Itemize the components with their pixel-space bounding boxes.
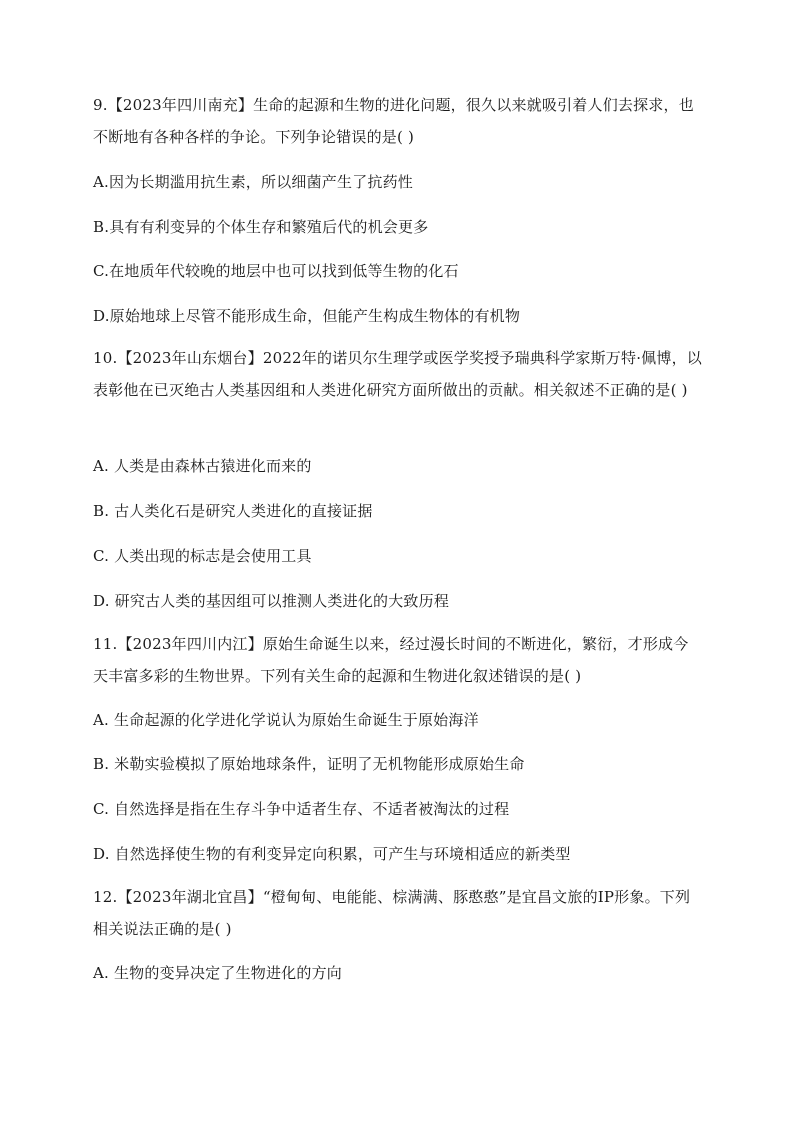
question-12-stem: 12.【2023年湖北宜昌】“橙甸甸、电能能、棕满满、豚憨憨”是宜昌文旅的IP形象。下列相关说法正确的是( ) — [93, 888, 691, 938]
question-10-option-b: B. 古人类化石是研究人类进化的直接证据 — [93, 502, 373, 520]
question-11-option-b: B. 米勒实验模拟了原始地球条件，证明了无机物能形成原始生命 — [93, 755, 525, 773]
question-11-option-c: C. 自然选择是指在生存斗争中适者生存、不适者被淘汰的过程 — [93, 800, 510, 818]
question-10-option-c: C. 人类出现的标志是会使用工具 — [93, 547, 312, 565]
question-9-option-c: C.在地质年代较晚的地层中也可以找到低等生物的化石 — [93, 262, 459, 280]
question-9-option-b: B.具有有利变异的个体生存和繁殖后代的机会更多 — [93, 218, 429, 236]
question-9-stem: 9.【2023年四川南充】生命的起源和生物的进化问题，很久以来就吸引着人们去探求，也不断地有各种各样的争论。下列争论错误的是( ) — [93, 96, 694, 146]
question-10-option-a: A. 人类是由森林古猿进化而来的 — [93, 457, 312, 475]
question-11-stem: 11.【2023年四川内江】原始生命诞生以来，经过漫长时间的不断进化，繁衍，才形成今天丰富多彩的生物世界。下列有关生命的起源和生物进化叙述错误的是( ) — [93, 635, 689, 685]
question-11-option-d: D. 自然选择使生物的有利变异定向积累，可产生与环境相适应的新类型 — [93, 845, 571, 863]
question-9-option-a: A.因为长期滥用抗生素，所以细菌产生了抗药性 — [93, 173, 414, 191]
question-9-option-d: D.原始地球上尽管不能形成生命，但能产生构成生物体的有机物 — [93, 307, 521, 325]
question-12-option-a: A. 生物的变异决定了生物进化的方向 — [93, 964, 342, 982]
question-10-stem: 10.【2023年山东烟台】2022年的诺贝尔生理学或医学奖授予瑞典科学家斯万特·佩博，以表彰他在已灭绝古人类基因组和人类进化研究方面所做出的贡献。相关叙述不正确的是( ) — [93, 349, 702, 399]
question-10-option-d: D. 研究古人类的基因组可以推测人类进化的大致历程 — [93, 592, 450, 610]
question-11-option-a: A. 生命起源的化学进化学说认为原始生命诞生于原始海洋 — [93, 711, 479, 729]
